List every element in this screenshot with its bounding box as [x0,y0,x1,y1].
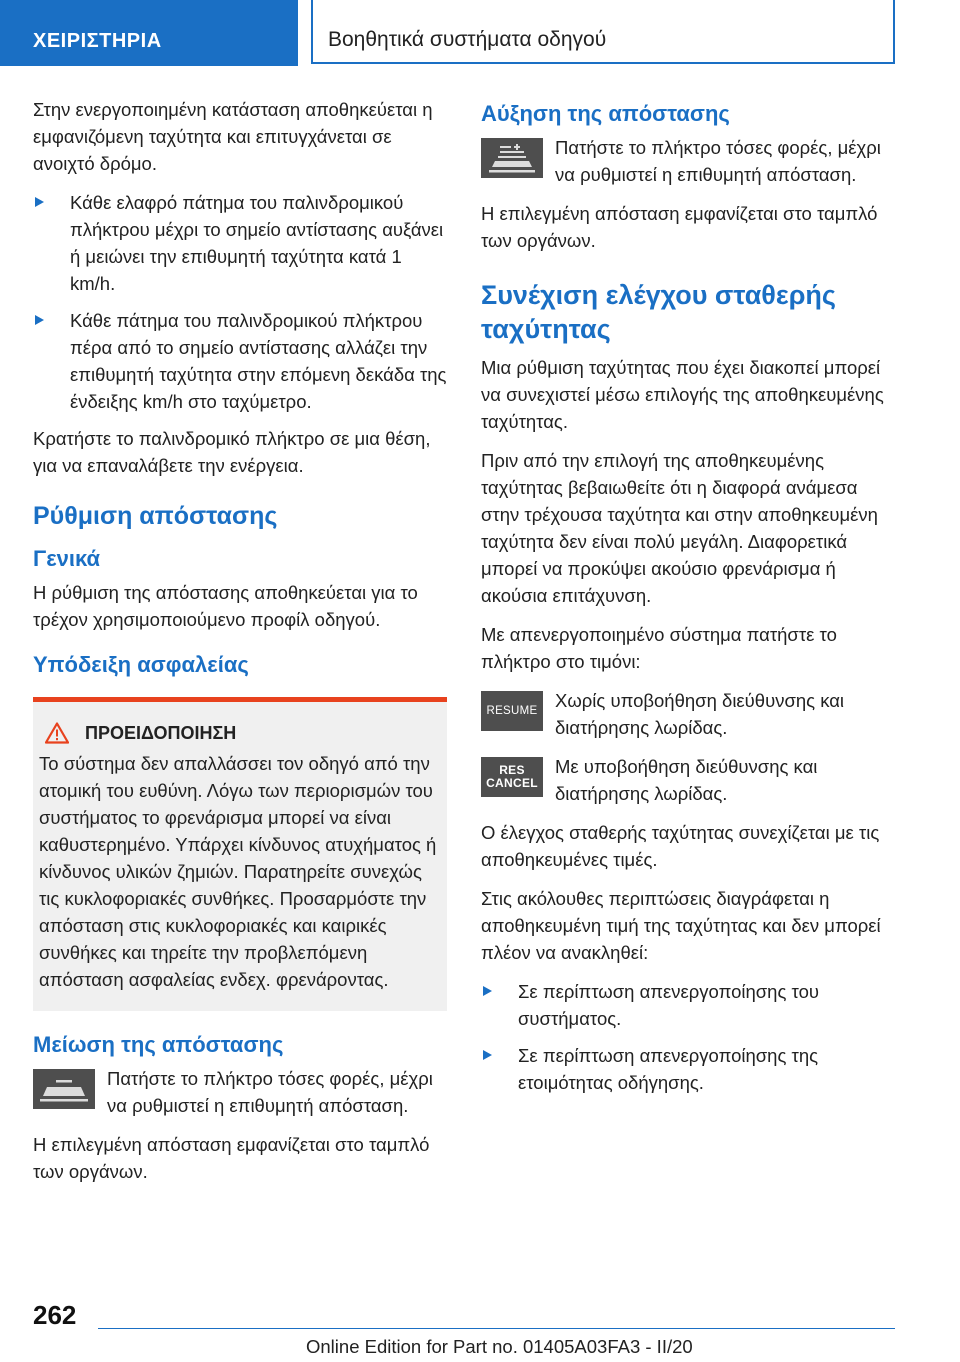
resume-description: Χωρίς υποβοήθηση διεύθυνσης και διατήρησης λωρίδας. [555,690,845,738]
heading-increase-distance: Αύξηση της απόστασης [481,101,730,126]
heading-distance-setting: Ρύθμιση απόστασης [33,502,278,530]
page-number: 262 [33,1300,77,1330]
heading-decrease-distance: Μείωση της απόστασης [33,1032,284,1057]
right-column [481,96,895,1106]
cancel-label: CANCEL [486,776,538,790]
intro-paragraph: Στην ενεργοποιημένη κατάσταση αποθηκεύεται η εμφανιζόμενη ταχύτητα και επιτυγχάνεται σε ανοιχτό δρόμο. [33,99,433,174]
continue-paragraph-2: Πριν από την επιλογή της αποθηκευμένης ταχύτητας βεβαιωθείτε ότι η διαφορά ανάμεσα στην τρέχουσα ταχύτητα και στην αποθηκευμένη ταχύτητα δεν είναι πολύ μεγάλη. Διαφορετικά μπορεί να προκύψει ακούσιο φρενάρισμα ή ακούσια επιτάχυνση. [481,450,878,606]
list-item-text: Σε περίπτωση απενεργοποίησης του συστήματος. [518,981,819,1029]
chapter-title: Βοηθητικά συστήματα οδηγού [311,0,895,64]
list-item-text: Κάθε πάτημα του παλινδρομικού πλήκτρου πέρα από το σημείο αντίστασης αλλάζει την επιθυμητή ταχύτητα στην επόμενη δεκάδα της ένδειξης km/h στο ταχύμετρο. [70,310,447,412]
decrease-row [33,1065,447,1119]
resume-row [481,687,895,741]
resume-button-icon [481,691,543,731]
list-item [481,1042,895,1096]
continue-paragraph-4: Ο έλεγχος σταθερής ταχύτητας συνεχίζεται με τις αποθηκευμένες τιμές. [481,822,880,870]
list-item [481,978,895,1032]
heading-safety-note: Υπόδειξη ασφαλείας [33,652,249,677]
edition-footer: Online Edition for Part no. 01405A03FA3 - II/20 [306,1336,693,1357]
warning-box [33,697,447,1011]
increase-instruction: Πατήστε το πλήκτρο τόσες φορές, μέχρι να ρυθμιστεί η επιθυμητή απόσταση. [555,137,881,185]
distance-increase-button-icon [481,138,543,178]
warning-text: Το σύστημα δεν απαλλάσσει τον οδηγό από την ατομική του ευθύνη. Λόγω των περιορισμών του συστήματος το φρενάρισμα μπορεί να είναι καθυστερημένο. Υπάρχει κίνδυνος ατυχήματος ή κίνδυνος υλικών ζημιών. Παρατηρείτε συνεχώς τις κυκλοφοριακές συνθήκες. Προσαρμόστε την απόσταση στις κυκλοφοριακές και καιρικές συνθήκες και τηρείτε την προβλεπόμενη απόσταση ασφαλείας ενδεχ. φρενάροντας. [39,753,437,990]
list-item [33,189,447,297]
increase-after-paragraph: Η επιλεγμένη απόσταση εμφανίζεται στο ταμπλό των οργάνων. [481,203,878,251]
distance-decrease-button-icon [33,1069,95,1109]
heading-continue-cruise-control: Συνέχιση ελέγχου σταθερής ταχύτητας [481,280,836,344]
list-item [33,307,447,415]
page-header [0,0,960,66]
section-tab: ΧΕΙΡΙΣΤΗΡΙΑ [0,0,298,66]
heading-general: Γενικά [33,546,101,571]
continue-paragraph-5: Στις ακόλουθες περιπτώσεις διαγράφεται η αποθηκευμένη τιμή της ταχύτητας και δεν μπορεί πλέον να ανακληθεί: [481,888,881,963]
decrease-instruction: Πατήστε το πλήκτρο τόσες φορές, μέχρι να ρυθμιστεί η επιθυμητή απόσταση. [107,1068,433,1116]
res-cancel-button-icon [481,757,543,797]
triangle-bullet-icon [483,986,492,996]
triangle-bullet-icon [483,1050,492,1060]
res-label: RES [499,763,525,777]
rescancel-row [481,753,895,807]
resume-button-label: RESUME [486,704,538,717]
list-item-text: Κάθε ελαφρό πάτημα του παλινδρομικού πλήκτρου μέχρι το σημείο αντίστασης αυξάνει ή μειώνει την επιθυμητή ταχύτητα κατά 1 km/h. [70,192,444,294]
res-cancel-button-label [481,757,543,797]
warning-title-text: ΠΡΟΕΙΔΟΠΟΙΗΣΗ [85,722,237,743]
continue-paragraph-3: Με απενεργοποιημένο σύστημα πατήστε το πλήκτρο στο τιμόνι: [481,624,837,672]
warning-title [39,722,439,744]
rescancel-description: Με υποβοήθηση διεύθυνσης και διατήρησης λωρίδας. [555,756,818,804]
increase-row [481,134,895,188]
list-item-text: Σε περίπτωση απενεργοποίησης της ετοιμότητας οδήγησης. [518,1045,819,1093]
hold-paragraph: Κρατήστε το παλινδρομικό πλήκτρο σε μια θέση, για να επαναλάβετε την ενέργεια. [33,428,431,476]
triangle-bullet-icon [35,315,44,325]
left-column [33,96,447,1197]
continue-paragraph-1: Μια ρύθμιση ταχύτητας που έχει διακοπεί μπορεί να συνεχιστεί μέσω επιλογής της αποθηκευμένης ταχύτητας. [481,357,884,432]
triangle-bullet-icon [35,197,44,207]
decrease-after-paragraph: Η επιλεγμένη απόσταση εμφανίζεται στο ταμπλό των οργάνων. [33,1134,430,1182]
general-paragraph: Η ρύθμιση της απόστασης αποθηκεύεται για το τρέχον χρησιμοποιούμενο προφίλ οδηγού. [33,582,418,630]
footer-divider [98,1328,895,1329]
warning-triangle-icon [45,722,69,744]
